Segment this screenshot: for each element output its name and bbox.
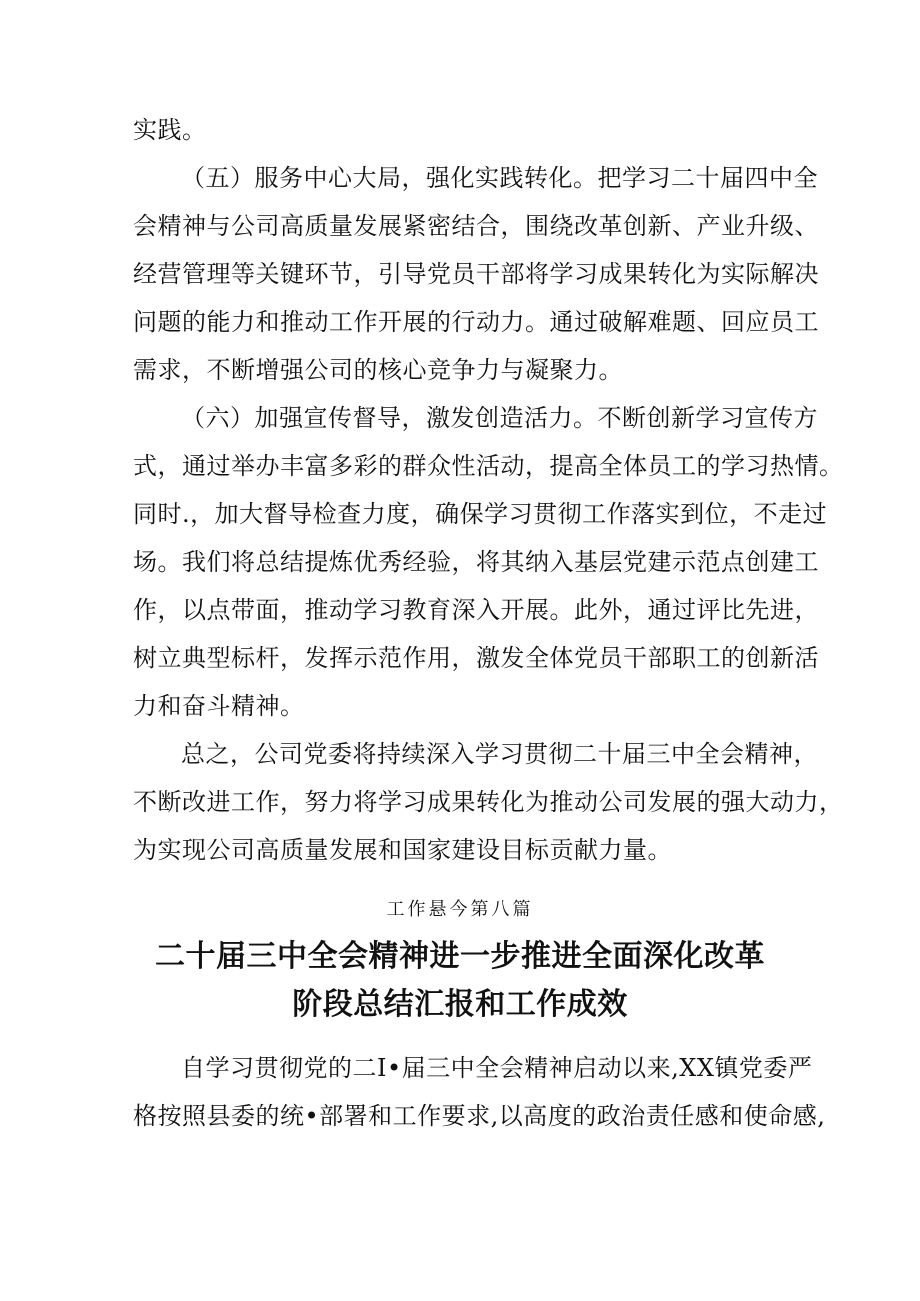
paragraph-line: 力和奋斗精神。 [133, 692, 305, 720]
intro-line: 格按照县委的统•部署和工作要求,以高度的政治责任感和使命感, [133, 1102, 826, 1130]
paragraph-line: 会精神与公司高质量发展紧密结合，围绕改革创新、产业升级、 [133, 212, 819, 240]
section-label: 工作悬今第八篇 [386, 899, 534, 920]
paragraph-line: 为实现公司高质量发展和国家建设目标贡献力量。 [133, 836, 672, 864]
document-title-line-2: 阶段总结汇报和工作成效 [292, 987, 628, 1022]
intro-line: 自学习贯彻党的二I•届三中全会精神启动以来,XX镇党委严 [181, 1054, 813, 1082]
paragraph-line: （五）服务中心大局，强化实践转化。把学习二十届四中全 [181, 164, 818, 192]
paragraph-line: （六）加强宣传督导，激发创造活力。不断创新学习宣传方 [181, 404, 818, 432]
paragraph-line: 作，以点带面，推动学习教育深入开展。此外，通过评比先进， [133, 596, 819, 624]
paragraph-line: 问题的能力和推动工作开展的行动力。通过破解难题、回应员工 [133, 308, 819, 336]
paragraph-line: 总之，公司党委将持续深入学习贯彻二十届三中全会精神， [181, 740, 818, 768]
paragraph-line: 实践。 [133, 116, 207, 144]
paragraph-line: 不断改进工作，努力将学习成果转化为推动公司发展的强大动力， [133, 788, 844, 816]
paragraph-line: 经营管理等关键环节，引导党员干部将学习成果转化为实际解决 [133, 260, 819, 288]
document-title-line-1: 二十届三中全会精神进一步推进全面深化改革 [155, 939, 765, 974]
paragraph-line: 同时.，加大督导检查力度，确保学习贯彻工作落实到位，不走过 [133, 500, 828, 528]
paragraph-line: 式，通过举办丰富多彩的群众性活动，提高全体员工的学习热情。 [133, 452, 844, 480]
paragraph-line: 需求，不断增强公司的核心竞争力与凝聚力。 [133, 356, 623, 384]
paragraph-line: 场。我们将总结提炼优秀经验，将其纳入基层党建示范点创建工 [133, 548, 819, 576]
paragraph-line: 树立典型标杆，发挥示范作用，激发全体党员干部职工的创新活 [133, 644, 819, 672]
